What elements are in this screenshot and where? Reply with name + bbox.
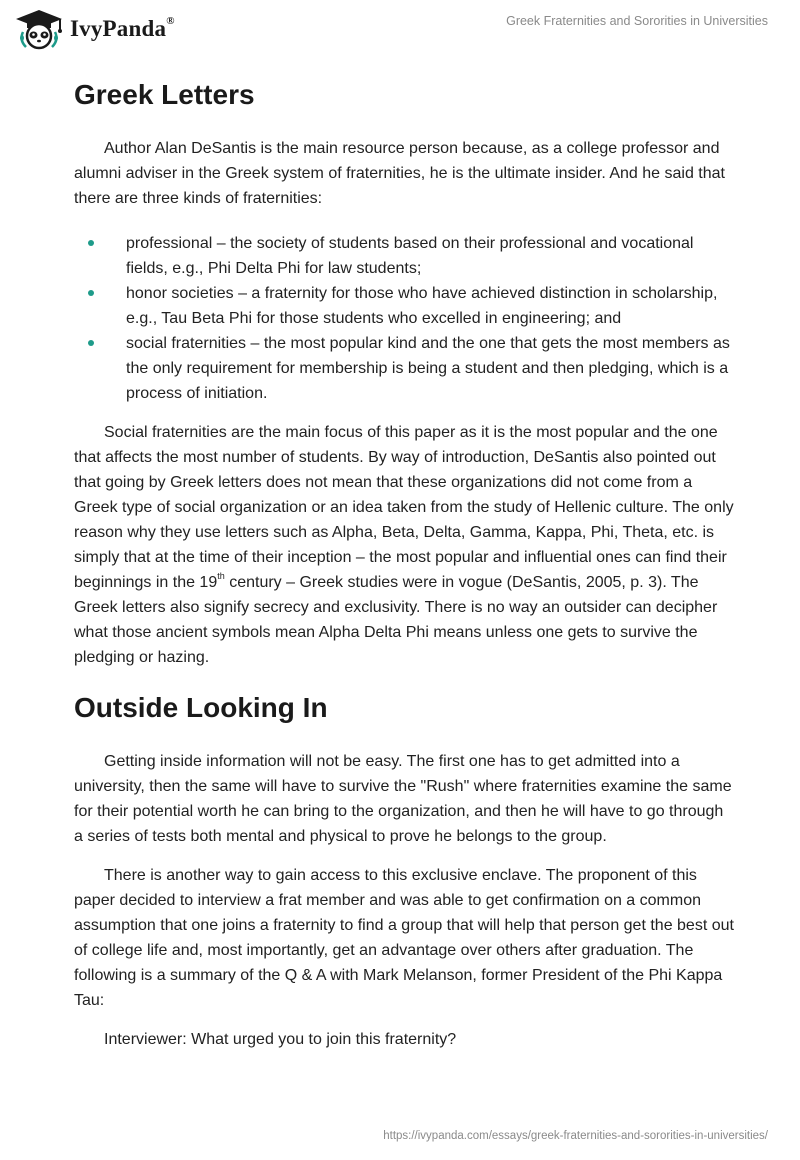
document-title: Greek Fraternities and Sororities in Universities — [506, 14, 768, 28]
fraternity-types-list — [74, 231, 734, 406]
paragraph-social-fraternities: Social fraternities are the main focus of this paper as it is the most popular and the one that affects the most number of students. By way of introduction, DeSantis also pointed out that going by Greek letters does not mean that these organizations did not come from a Greek type of social organization or an idea taken from the study of Hellenic culture. The only reason why they use letters such as Alpha, Beta, Delta, Gamma, Kappa, Phi, Theta, etc. is simply that at the time of their inception – the most popular and influential ones can find their beginnings in the 19th century – Greek studies were in vogue (DeSantis, 2005, p. 3). The Greek letters also signify secrecy and exclusivity. There is no way an outsider can decipher what those ancient symbols mean Alpha Delta Phi means unless one gets to survive the pledging or hazing. — [74, 424, 734, 666]
brand-logo[interactable] — [14, 8, 175, 50]
list-item: honor societies – a fraternity for those who have achieved distinction in scholarship, e.g., Tau Beta Phi for those students who excelled in engineering; and — [74, 281, 734, 331]
panda-graduate-icon — [14, 8, 64, 50]
bullet-icon — [88, 290, 94, 296]
list-item: social fraternities – the most popular kind and the one that gets the most members as the only requirement for membership is being a student and then pledging, which is a process of initiation. — [74, 331, 734, 406]
page-header — [0, 0, 800, 64]
paragraph-exclusive-enclave: There is another way to gain access to this exclusive enclave. The proponent of this paper decided to interview a frat member and was able to get confirmation on a common assumption that one joins a fraternity to find a group that will help that person get the best out of college life and, most importantly, get an advantage over others after graduation. The following is a summary of the Q & A with Mark Melanson, former President of the Phi Kappa Tau: — [74, 867, 734, 1009]
list-item: professional – the society of students based on their professional and vocational fields, e.g., Phi Delta Phi for law students; — [74, 231, 734, 281]
bullet-icon — [88, 340, 94, 346]
bullet-icon — [88, 240, 94, 246]
paragraph-inside-information: Getting inside information will not be easy. The first one has to get admitted into a university, then the same will have to survive the "Rush" where fraternities examine the same for their potential worth he can bring to the organization, and then he will have to go through a series of tests both mental and physical to prove he belongs to the group. — [74, 753, 732, 845]
source-url-link[interactable]: https://ivypanda.com/essays/greek-fraternities-and-sororities-in-universities/ — [383, 1130, 768, 1142]
section-heading-outside-looking-in: Outside Looking In — [74, 692, 328, 723]
paragraph-interviewer: Interviewer: What urged you to join this fraternity? — [104, 1031, 457, 1048]
brand-name: IvyPanda® — [70, 15, 175, 41]
article-body — [74, 72, 734, 1052]
section-heading-greek-letters: Greek Letters — [74, 79, 255, 110]
paragraph-intro: Author Alan DeSantis is the main resource person because, as a college professor and alumni adviser in the Greek system of fraternities, he is the ultimate insider. And he said that there are three kinds of fraternities: — [74, 140, 725, 207]
